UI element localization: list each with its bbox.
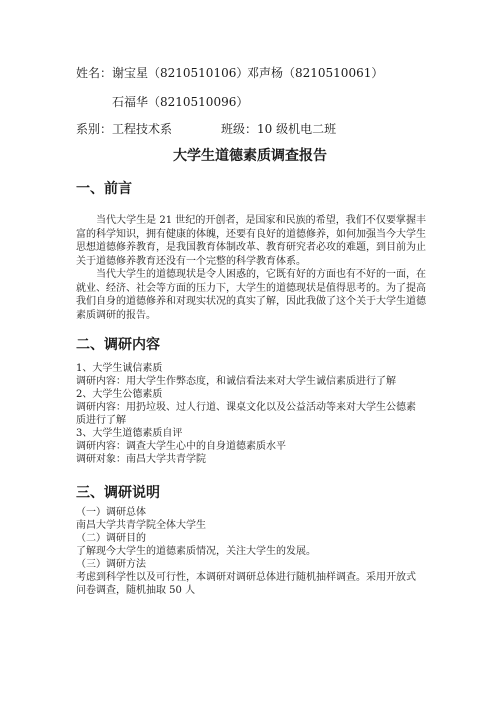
section-heading-content: 二、调研内容: [76, 337, 160, 353]
class-info: 班级：10 级机电二班: [221, 122, 337, 136]
list-item: 考虑到科学性以及可行性，本调研对调研总体进行随机抽样调查。采用开放式: [76, 572, 416, 583]
author-1: 谢宝星（8210510106）: [112, 66, 249, 80]
list-item: 3、大学生道德素质自评: [76, 428, 183, 439]
list-item: 1、大学生诚信素质: [76, 363, 163, 374]
list-item: （二）调研目的: [76, 533, 146, 544]
author-2: 邓声杨（8210510061）: [247, 66, 384, 80]
list-item: 南昌大学共青学院全体大学生: [76, 520, 206, 531]
list-item: 调研内容：用扔垃圾、过人行道、课桌文化以及公益活动等来对大学生公德素: [76, 402, 416, 413]
list-item: 质进行了解: [76, 415, 126, 426]
list-item: 调研对象：南昌大学共青学院: [76, 454, 206, 465]
list-item: （三）调研方法: [76, 559, 146, 570]
author-3: 石福华（8210510096）: [112, 95, 249, 109]
preface-paragraph-2: 当代大学生的道德现状是令人困惑的，它既有好的方面也有不好的一面，在就业、经济、社会等方面的压力下，大学生的道德现状是值得思考的。为了提高我们自身的道德修养和对现实状况的真实了解，因此我做了这个关于大学生道德素质调研的报告。: [76, 269, 426, 321]
list-item: 问卷调查，随机抽取 50 人: [76, 585, 196, 596]
list-item: （一）调研总体: [76, 507, 146, 518]
department: 系别：工程技术系: [76, 122, 173, 136]
section-heading-preface: 一、前言: [76, 181, 132, 197]
preface-paragraph-1: 当代大学生是 21 世纪的开创者，是国家和民族的希望，我们不仅要掌握丰富的科学知识，拥有健康的体魄，还要有良好的道德修养，如何加强当今大学生思想道德修养教育，是我国教育体制改革、教育研究者必攻的难题，到目前为止关于道德修养教育还没有一个完整的科学教育体系。: [76, 215, 426, 267]
document-title: 大学生道德素质调查报告: [173, 148, 327, 164]
name-label: 姓名：: [76, 66, 113, 80]
list-item: 调研内容：用大学生作弊态度，和诚信看法来对大学生诚信素质进行了解: [76, 376, 396, 387]
list-item: 调研内容：调查大学生心中的自身道德素质水平: [76, 441, 286, 452]
section-heading-explanation: 三、调研说明: [76, 485, 160, 501]
list-item: 2、大学生公德素质: [76, 389, 163, 400]
list-item: 了解现今大学生的道德素质情况，关注大学生的发展。: [76, 546, 316, 557]
